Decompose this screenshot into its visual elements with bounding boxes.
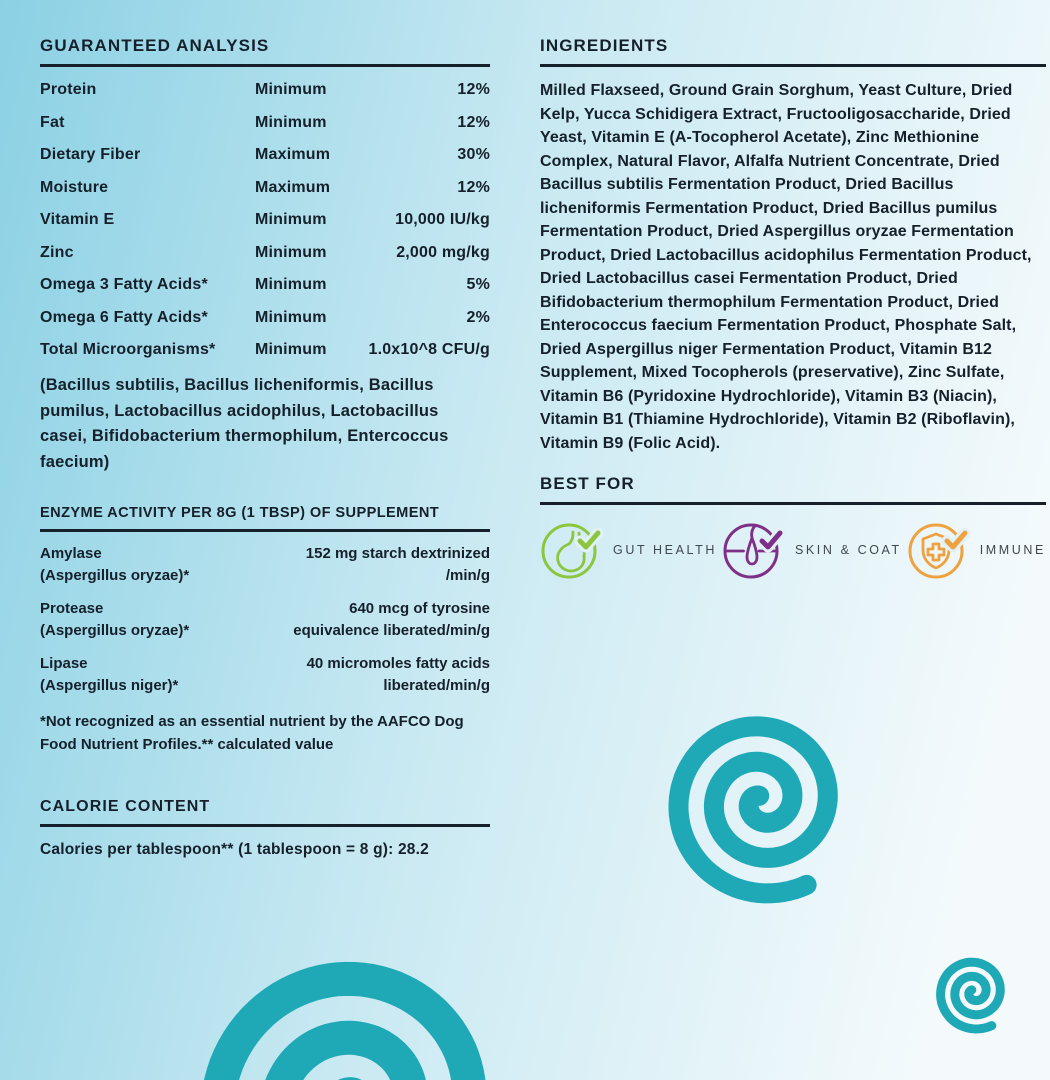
enzyme-value-block — [307, 653, 490, 697]
nutrient-value: 5% — [466, 276, 490, 293]
heading-rule — [540, 64, 1046, 67]
enzyme-activity-section — [40, 505, 490, 756]
nutrient-label: Protein — [40, 81, 97, 98]
microorganisms-note: (Bacillus subtilis, Bacillus licheniformis, Bacillus pumilus, Lactobacillus acidophilus, Lactobacillus casei, Bifidobacterium thermophilum, Entercoccus faecium) — [40, 376, 449, 471]
spiral-graphic-bottom-right — [928, 948, 1020, 1040]
nutrient-qualifier: Minimum — [255, 308, 327, 326]
table-row — [40, 275, 490, 295]
enzyme-value-line: liberated/min/g — [383, 677, 490, 694]
nutrient-value: 2% — [466, 308, 490, 326]
enzyme-value-line: 152 mg starch dextrinized — [305, 545, 490, 562]
nutrient-label: Total Microorganisms* — [40, 341, 216, 358]
nutrient-qualifier: Maximum — [255, 146, 331, 163]
nutrient-label: Dietary Fiber — [40, 146, 141, 163]
nutrient-value: 12% — [457, 178, 490, 196]
best-for-label: GUT HEALTH — [613, 543, 718, 557]
enzyme-name-block — [40, 598, 189, 642]
best-for-item-skin-coat — [722, 518, 902, 582]
enzyme-organism: (Aspergillus oryzae)* — [40, 567, 190, 584]
enzyme-value-line: equivalence liberated/min/g — [293, 622, 490, 639]
right-column — [540, 36, 1046, 582]
enzyme-name: Lipase — [40, 655, 88, 672]
nutrient-label: Fat — [40, 113, 65, 131]
nutrient-label: Omega 6 Fatty Acids* — [40, 308, 208, 326]
enzyme-name: Amylase — [40, 545, 102, 562]
ingredients-text: Milled Flaxseed, Ground Grain Sorghum, Yeast Culture, Dried Kelp, Yucca Schidigera Extract, Fructooligosaccharide, Dried Yeast, Vitamin E (A-Tocopherol Acetate), Zinc Methionine Complex, Natural Flavor, Alfalfa Nutrient Concentrate, Dried Bacillus subtilis Fermentation Product, Dried Bacillus licheniformis Fermentation Product, Dried Bacillus pumilus Fermentation Product, Dried Aspergillus oryzae Fermentation Product, Dried Lactobacillus acidophilus Fermentation Product, Dried Lactobacillus casei Fermentation Product, Dried Bifidobacterium thermophilum Fermentation Product, Dried Enterococcus faecium Fermentation Product, Phosphate Salt, Dried Aspergillus niger Fermentation Product, Vitamin B12 Supplement, Mixed Tocopherols (preservative), Zinc Sulfate, Vitamin B6 (Pyridoxine Hydrochloride), Vitamin B3 (Niacin), Vitamin B1 (Thiamine Hydrochloride), Vitamin B2 (Riboflavin), Vitamin B9 (Folic Acid). — [540, 82, 1032, 452]
enzyme-value-block — [293, 598, 490, 642]
heading-rule — [540, 502, 1046, 505]
table-row — [40, 80, 490, 100]
nutrient-value: 2,000 mg/kg — [396, 243, 490, 261]
table-row — [40, 308, 490, 328]
table-row — [40, 243, 490, 263]
enzyme-value-line: 40 micromoles fatty acids — [306, 655, 490, 672]
best-for-title: BEST FOR — [540, 474, 635, 493]
enzyme-value-line: 640 mcg of tyrosine — [349, 600, 490, 617]
nutrient-qualifier: Minimum — [255, 81, 327, 98]
calorie-content-section — [40, 798, 490, 859]
heading-rule — [40, 824, 490, 827]
heading-rule — [40, 64, 490, 67]
best-for-item-immune — [907, 518, 1046, 582]
nutrient-label: Vitamin E — [40, 211, 115, 228]
enzyme-organism: (Aspergillus niger)* — [40, 677, 179, 694]
calorie-content-title: CALORIE CONTENT — [40, 798, 211, 815]
aafco-footnote: *Not recognized as an essential nutrient by the AAFCO Dog Food Nutrient Profiles.** calculated value — [40, 713, 464, 753]
spiral-graphic-bottom-left — [166, 905, 550, 1080]
enzyme-value-line: /min/g — [445, 567, 490, 584]
nutrient-label: Omega 3 Fatty Acids* — [40, 276, 208, 293]
shield-cross-check-icon — [907, 518, 971, 582]
nutrient-value: 12% — [457, 113, 490, 131]
table-row — [40, 210, 490, 230]
nutrient-qualifier: Minimum — [255, 341, 327, 358]
nutrient-qualifier: Minimum — [255, 113, 327, 131]
calorie-content-line: Calories per tablespoon** (1 tablespoon = 8 g): 28.2 — [40, 841, 429, 858]
guaranteed-analysis-section — [40, 36, 490, 475]
enzyme-row — [40, 543, 490, 587]
table-row — [40, 145, 490, 165]
best-for-section — [540, 474, 1046, 582]
enzyme-organism: (Aspergillus oryzae)* — [40, 622, 190, 639]
nutrient-qualifier: Maximum — [255, 178, 331, 196]
guaranteed-analysis-title: GUARANTEED ANALYSIS — [40, 36, 270, 55]
nutrient-qualifier: Minimum — [255, 243, 327, 261]
spiral-graphic-right — [652, 695, 872, 915]
heading-rule — [40, 529, 490, 532]
ingredients-section — [540, 36, 1046, 455]
enzyme-name-block — [40, 543, 189, 587]
left-column — [40, 36, 490, 859]
nutrient-value: 30% — [457, 146, 490, 163]
table-row — [40, 340, 490, 360]
nutrient-value: 1.0x10^8 CFU/g — [368, 341, 490, 358]
enzyme-row — [40, 598, 490, 642]
nutrient-qualifier: Minimum — [255, 211, 327, 228]
nutrient-label: Moisture — [40, 178, 109, 196]
ingredients-title: INGREDIENTS — [540, 36, 669, 55]
nutrient-value: 12% — [457, 81, 490, 98]
nutrient-value: 10,000 IU/kg — [395, 211, 490, 228]
enzyme-activity-title: ENZYME ACTIVITY PER 8G (1 TBSP) OF SUPPLEMENT — [40, 505, 440, 521]
nutrient-label: Zinc — [40, 243, 74, 261]
enzyme-name: Protease — [40, 600, 104, 617]
nutrient-qualifier: Minimum — [255, 276, 327, 293]
best-for-item-gut-health — [540, 518, 717, 582]
enzyme-value-block — [306, 543, 490, 587]
hair-follicle-check-icon — [722, 518, 786, 582]
table-row — [40, 178, 490, 198]
enzyme-name-block — [40, 653, 178, 697]
guaranteed-analysis-table — [40, 80, 490, 360]
best-for-icons-row — [540, 518, 1046, 582]
best-for-label: IMMUNE — [979, 543, 1046, 557]
table-row — [40, 113, 490, 133]
stomach-check-icon — [540, 518, 604, 582]
enzyme-row — [40, 653, 490, 697]
best-for-label: SKIN & COAT — [794, 543, 902, 557]
